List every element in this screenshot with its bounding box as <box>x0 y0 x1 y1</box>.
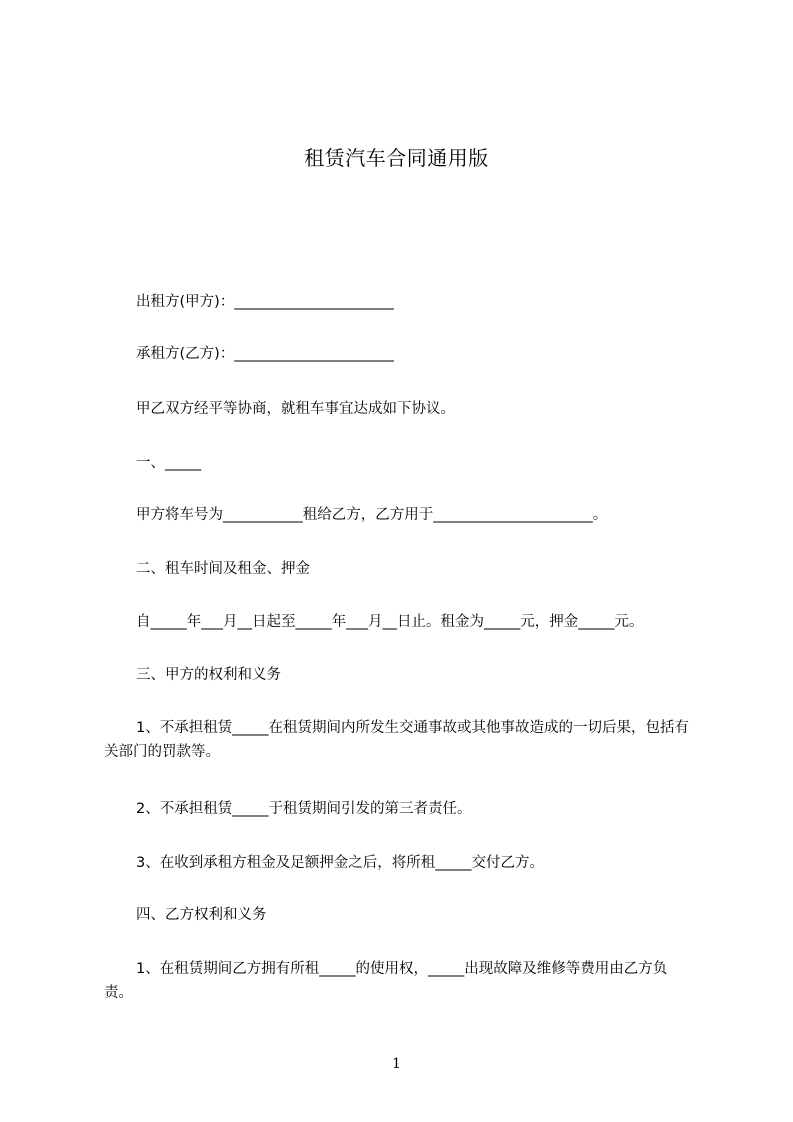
party-b-clause-1: 1、在租赁期间乙方拥有所租_____的使用权，_____出现故障及维修等费用由乙方负责。 <box>104 961 668 1001</box>
section-four-heading: 四、乙方权利和义务 <box>136 907 267 923</box>
document-title: 租赁汽车合同通用版 <box>304 146 489 170</box>
party-a-clause-3: 3、在收到承租方租金及足额押金之后，将所租_____交付乙方。 <box>136 855 544 871</box>
section-one-heading: 一、_____ <box>136 455 202 471</box>
section-two-heading: 二、租车时间及租金、押金 <box>136 561 310 577</box>
page-number: 1 <box>392 1056 401 1072</box>
party-a-clause-2: 2、不承担租赁_____于租赁期间引发的第三者责任。 <box>136 801 472 817</box>
vehicle-clause: 甲方将车号为___________租给乙方，乙方用于______________________。 <box>136 507 608 523</box>
agreement-intro: 甲乙双方经平等协商，就租车事宜达成如下协议。 <box>136 401 455 417</box>
rental-period-clause: 自_____年___月__日起至_____年___月__日止。租金为_____元，押金_____元。 <box>136 614 644 630</box>
party-a-clause-1: 1、不承担租赁_____在租赁期间内所发生交通事故或其他事故造成的一切后果，包括有关部门的罚款等。 <box>104 720 689 760</box>
lessee-line: 承租方(乙方)：______________________ <box>136 346 394 362</box>
lessor-line: 出租方(甲方)：______________________ <box>136 294 394 310</box>
section-three-heading: 三、甲方的权利和义务 <box>136 667 281 683</box>
